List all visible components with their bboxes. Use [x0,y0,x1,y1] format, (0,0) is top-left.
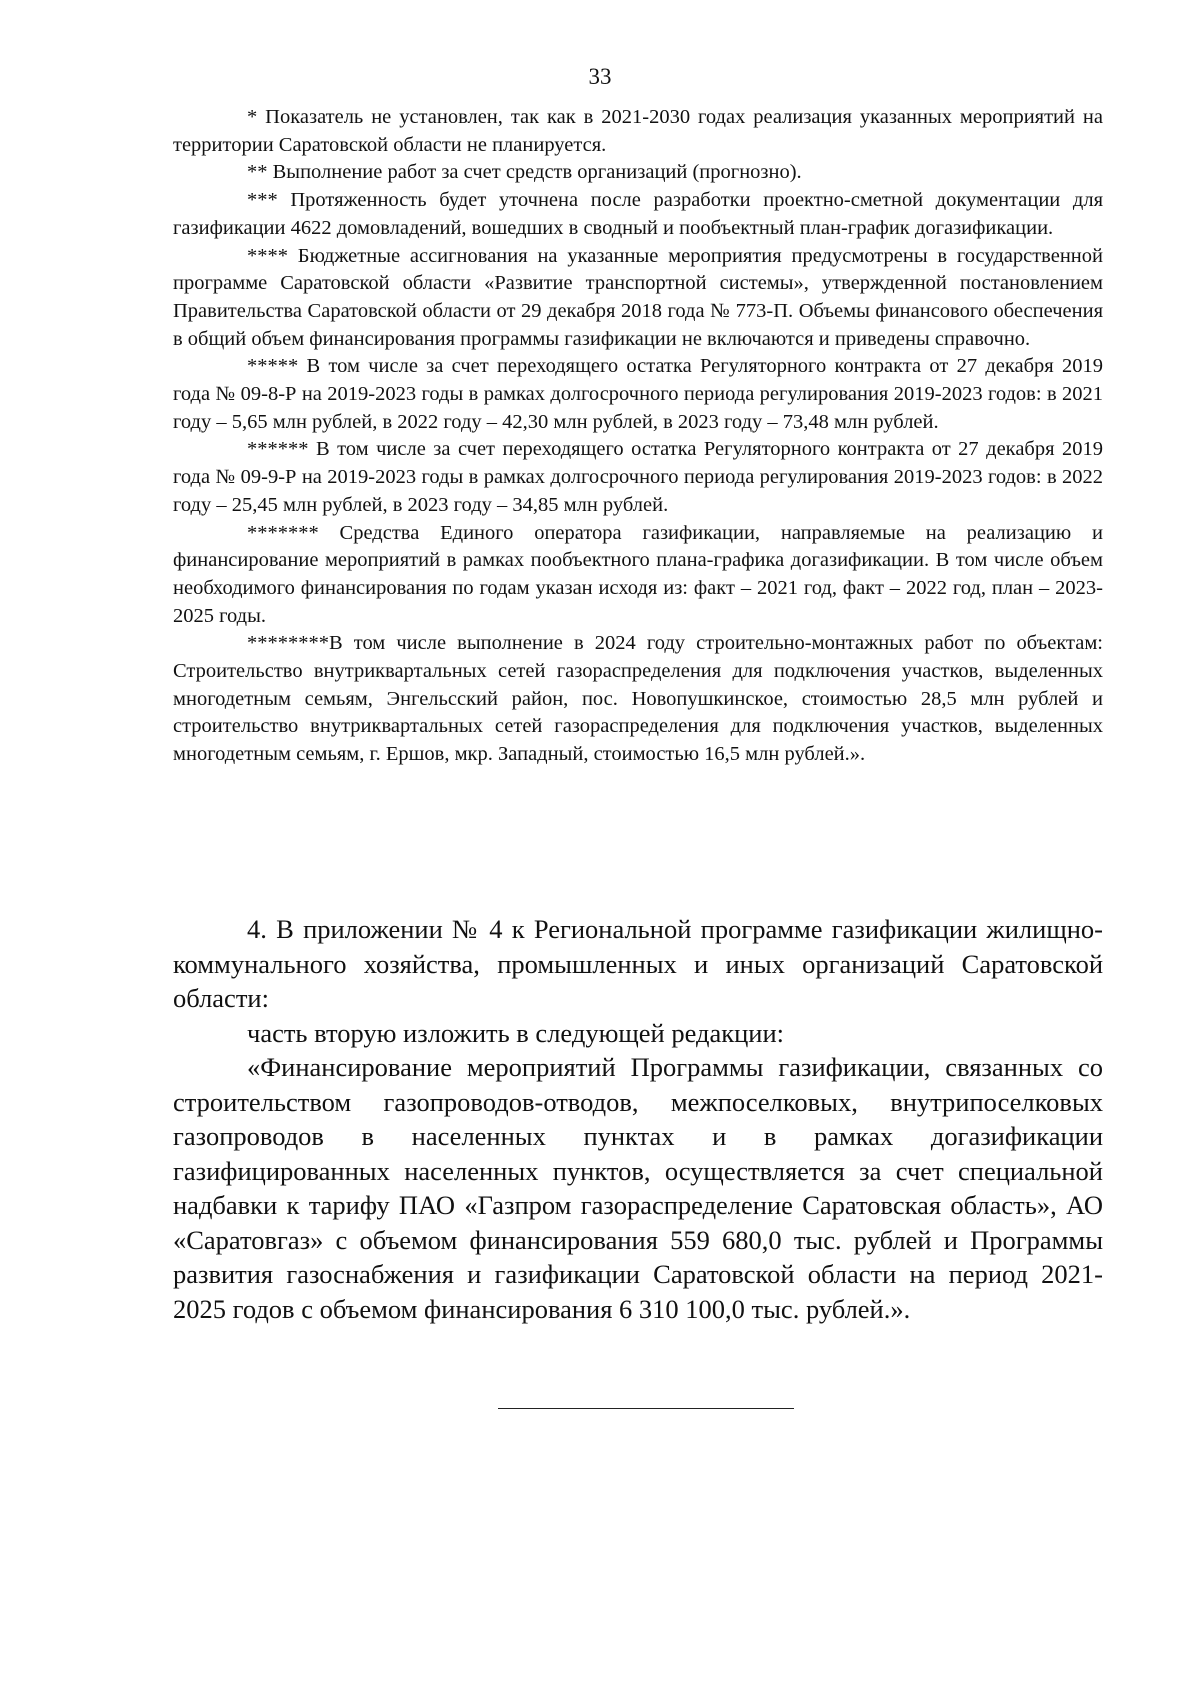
main-text-block [173,912,1103,1326]
footnote-4: **** Бюджетные ассигнования на указанные мероприятия предусмотрены в государственной программе Саратовской области «Развитие транспортной системы», утвержденной постановлением Правительства Саратовской области от 29 декабря 2018 года № 773-П. Объемы финансового обеспечения в общий объем финансирования программы газификации не включаются и приведены справочно. [173,244,1103,350]
footnote-2: ** Выполнение работ за счет средств организаций (прогнозно). [247,161,802,184]
body-paragraph-new-wording: «Финансирование мероприятий Программы газификации, связанных со строительством газопроводов-отводов, межпоселковых, внутрипоселковых газопроводов в населенных пунктах и в рамках догазификации газифицированных населенных пунктов, осуществляется за счет специальной надбавки к тарифу ПАО «Газпром газораспределение Саратовская область», АО «Саратовгаз» с объемом финансирования 559 680,0 тыс. рублей и Программы развития газоснабжения и газификации Саратовской области на период 2021-2025 годов с объемом финансирования 6 310 100,0 тыс. рублей.». [173,1052,1103,1324]
end-of-text-rule [498,1408,794,1409]
footnote-6: ****** В том числе за счет переходящего остатка Регуляторного контракта от 27 декабря 2019 года № 09-9-Р на 2019-2023 годы в рамках долгосрочного периода регулирования 2019-2023 годов: в 2022 году – 25,45 млн рублей, в 2023 году – 34,85 млн рублей. [173,438,1103,516]
footnote-5: ***** В том числе за счет переходящего остатка Регуляторного контракта от 27 декабря 2019 года № 09-8-Р на 2019-2023 годы в рамках долгосрочного периода регулирования 2019-2023 годов: в 2021 году – 5,65 млн рублей, в 2022 году – 42,30 млн рублей, в 2023 году – 73,48 млн рублей. [173,355,1103,433]
footnotes-block [173,104,1103,769]
body-paragraph-instruction: часть вторую изложить в следующей редакции: [247,1017,785,1048]
footnote-1: * Показатель не установлен, так как в 2021-2030 годах реализация указанных мероприятий на территории Саратовской области не планируется. [173,106,1103,156]
footnote-3: *** Протяженность будет уточнена после разработки проектно-сметной документации для газификации 4622 домовладений, вошедших в сводный и пообъектный план-график догазификации. [173,189,1103,239]
footnote-8: ********В том числе выполнение в 2024 году строительно-монтажных работ по объектам: Строительство внутриквартальных сетей газораспределения для подключения участков, выделенных многодетным семьям, Энгельсский район, пос. Новопушкинское, стоимостью 28,5 млн рублей и строительство внутриквартальных сетей газораспределения для подключения участков, выделенных многодетным семьям, г. Ершов, мкр. Западный, стоимостью 16,5 млн рублей.». [173,632,1103,766]
page-number: 33 [588,64,612,89]
body-paragraph-item-4: 4. В приложении № 4 к Региональной программе газификации жилищно-коммунального хозяйства, промышленных и иных организаций Саратовской области: [173,914,1103,1013]
footnote-7: ******* Средства Единого оператора газификации, направляемые на реализацию и финансирование мероприятий в рамках пообъектного плана-графика догазификации. В том числе объем необходимого финансирования по годам указан исходя из: факт – 2021 год, факт – 2022 год, план – 2023-2025 годы. [173,521,1103,627]
